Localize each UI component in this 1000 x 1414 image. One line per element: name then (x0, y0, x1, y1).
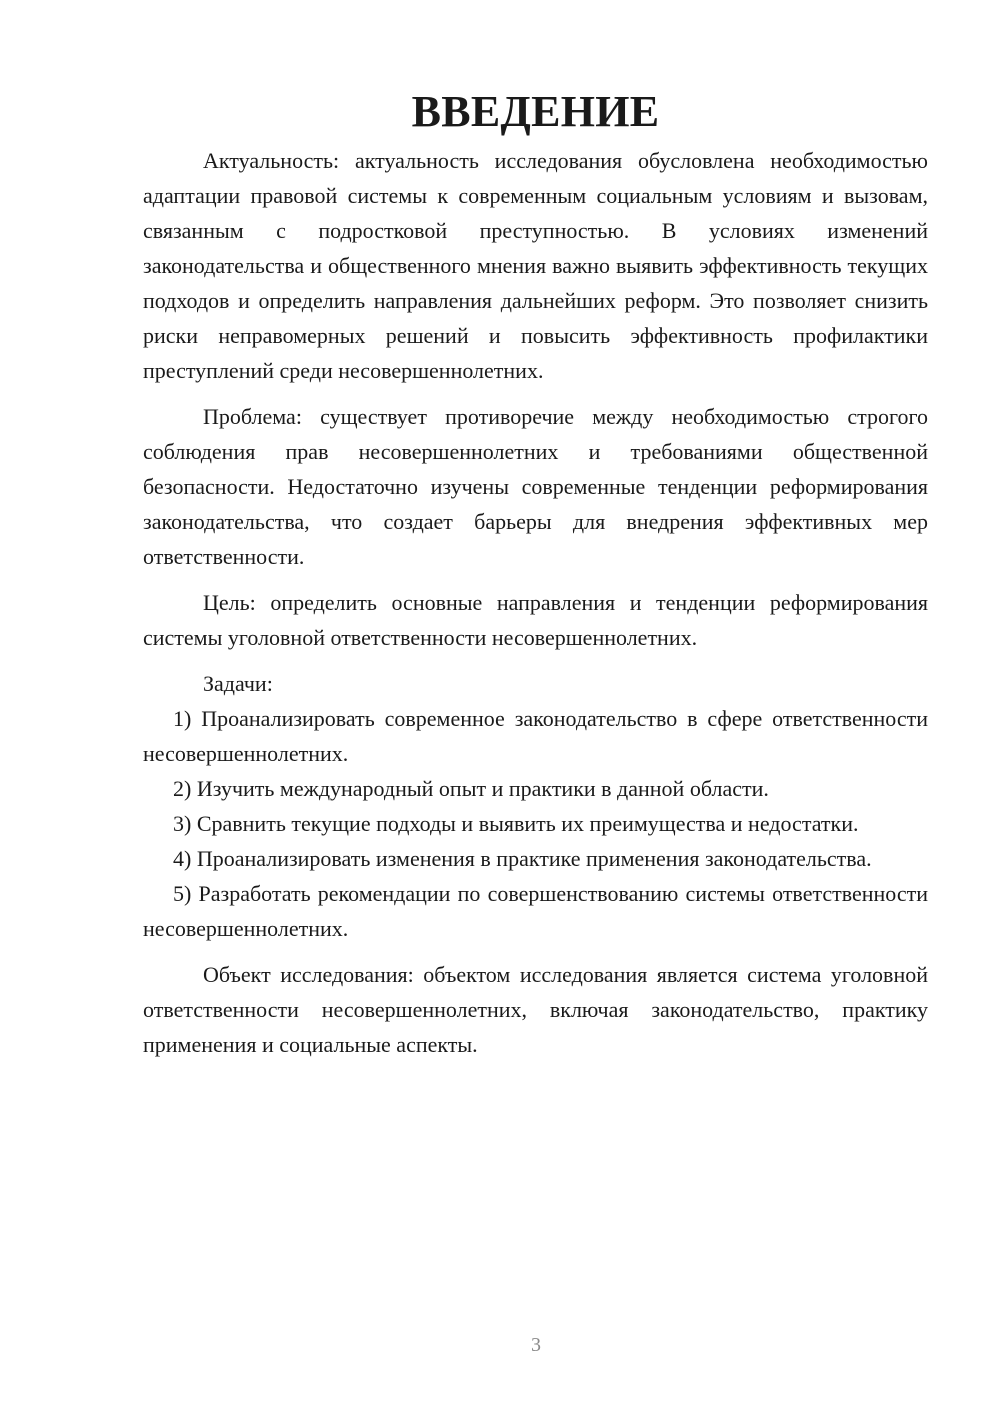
goal-paragraph: Цель: определить основные направления и тенденции реформирования системы уголовной ответственности несовершеннолетних. (143, 590, 928, 650)
page-number: 3 (531, 1334, 541, 1356)
task-item-2: 2) Изучить международный опыт и практики в данной области. (173, 776, 769, 801)
task-item-5: 5) Разработать рекомендации по совершенствованию системы ответственности несовершеннолетних. (143, 881, 928, 941)
task-item-1: 1) Проанализировать современное законодательство в сфере ответственности несовершеннолетних. (143, 706, 928, 766)
task-item-3: 3) Сравнить текущие подходы и выявить их преимущества и недостатки. (173, 811, 859, 836)
page-content (143, 87, 928, 1062)
problem-paragraph: Проблема: существует противоречие между необходимостью строгого соблюдения прав несовершеннолетних и требованиями общественной безопасности. Недостаточно изучены современные тенденции реформирования законодательства, что создает барьеры для внедрения эффективных мер ответственности. (143, 404, 928, 569)
relevance-paragraph: Актуальность: актуальность исследования обусловлена необходимостью адаптации правовой системы к современным социальным условиям и вызовам, связанным с подростковой преступностью. В условиях изменений законодательства и общественного мнения важно выявить эффективность текущих подходов и определить направления дальнейших реформ. Это позволяет снизить риски неправомерных решений и повысить эффективность профилактики преступлений среди несовершеннолетних. (143, 148, 928, 383)
tasks-label: Задачи: (203, 671, 273, 696)
page-title: ВВЕДЕНИЕ (411, 87, 660, 136)
task-item-4: 4) Проанализировать изменения в практике применения законодательства. (173, 846, 872, 871)
object-paragraph: Объект исследования: объектом исследования является система уголовной ответственности несовершеннолетних, включая законодательство, практику применения и социальные аспекты. (143, 962, 928, 1057)
